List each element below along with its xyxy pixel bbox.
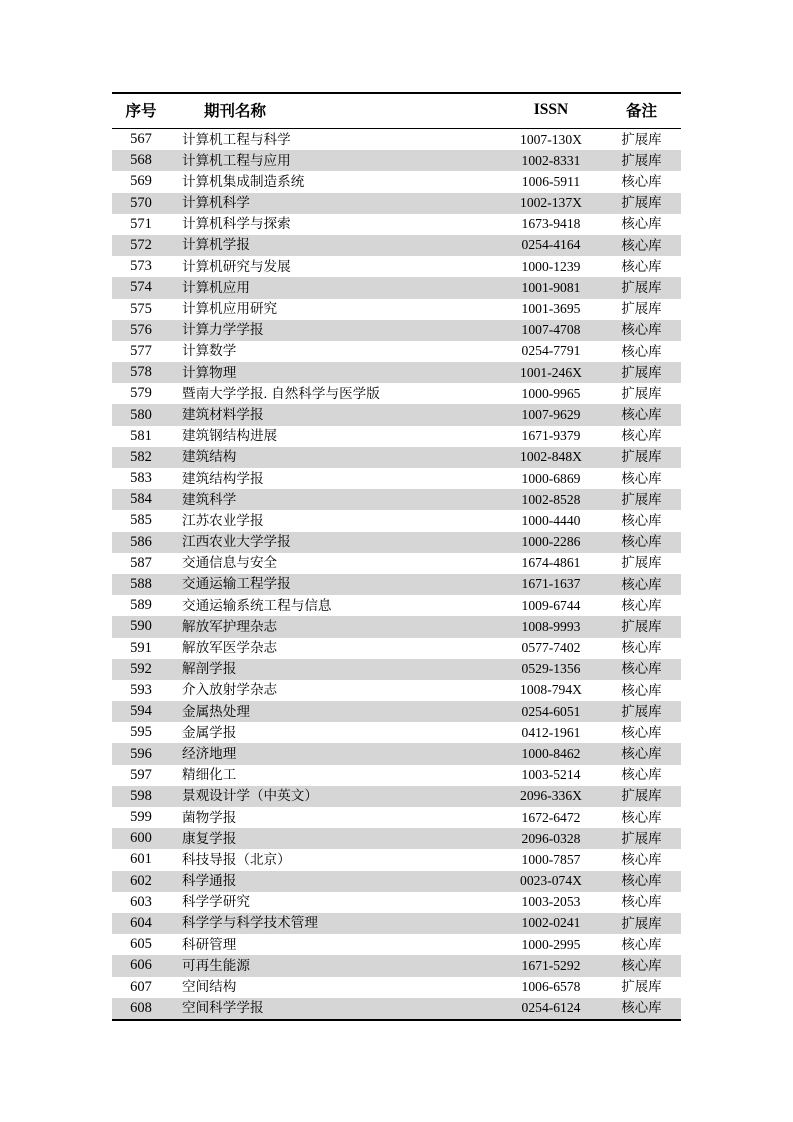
cell-name: 建筑材料学报 [170, 404, 500, 425]
cell-name: 计算数学 [170, 341, 500, 362]
cell-seq: 587 [112, 553, 170, 574]
cell-issn: 1000-9965 [500, 383, 602, 404]
cell-issn: 1673-9418 [500, 214, 602, 235]
cell-seq: 567 [112, 129, 170, 151]
cell-issn: 1000-7857 [500, 849, 602, 870]
cell-note: 扩展库 [602, 277, 681, 298]
cell-issn: 1001-3695 [500, 299, 602, 320]
cell-note: 扩展库 [602, 913, 681, 934]
cell-seq: 583 [112, 468, 170, 489]
cell-name: 计算机科学 [170, 193, 500, 214]
cell-note: 扩展库 [602, 701, 681, 722]
cell-issn: 1671-1637 [500, 574, 602, 595]
table-row [112, 193, 681, 214]
table-header-row [112, 93, 681, 129]
cell-name: 计算机集成制造系统 [170, 171, 500, 192]
cell-name: 解剖学报 [170, 659, 500, 680]
cell-seq: 593 [112, 680, 170, 701]
table-row [112, 404, 681, 425]
cell-name: 经济地理 [170, 743, 500, 764]
table-row [112, 998, 681, 1020]
table-row [112, 362, 681, 383]
cell-issn: 0254-6051 [500, 701, 602, 722]
cell-name: 空间科学学报 [170, 998, 500, 1020]
cell-issn: 1002-8331 [500, 150, 602, 171]
table-row [112, 680, 681, 701]
cell-seq: 591 [112, 638, 170, 659]
table-row [112, 659, 681, 680]
cell-name: 科学学与科学技术管理 [170, 913, 500, 934]
cell-note: 核心库 [602, 659, 681, 680]
cell-note: 扩展库 [602, 553, 681, 574]
table-row [112, 616, 681, 637]
cell-note: 核心库 [602, 765, 681, 786]
cell-note: 扩展库 [602, 362, 681, 383]
cell-issn: 1671-9379 [500, 426, 602, 447]
cell-issn: 1008-9993 [500, 616, 602, 637]
cell-issn: 1008-794X [500, 680, 602, 701]
cell-seq: 603 [112, 892, 170, 913]
cell-note: 扩展库 [602, 299, 681, 320]
cell-note: 扩展库 [602, 977, 681, 998]
cell-note: 核心库 [602, 426, 681, 447]
table-body [112, 129, 681, 1020]
table-row [112, 489, 681, 510]
cell-note: 核心库 [602, 998, 681, 1020]
cell-issn: 1007-130X [500, 129, 602, 151]
cell-seq: 589 [112, 595, 170, 616]
cell-name: 计算机应用 [170, 277, 500, 298]
cell-name: 交通运输系统工程与信息 [170, 595, 500, 616]
table-row [112, 765, 681, 786]
cell-seq: 598 [112, 786, 170, 807]
cell-seq: 590 [112, 616, 170, 637]
cell-note: 扩展库 [602, 489, 681, 510]
cell-issn: 0529-1356 [500, 659, 602, 680]
cell-note: 核心库 [602, 807, 681, 828]
cell-note: 扩展库 [602, 193, 681, 214]
cell-seq: 584 [112, 489, 170, 510]
table-row [112, 341, 681, 362]
cell-issn: 1000-2995 [500, 934, 602, 955]
table-row [112, 701, 681, 722]
cell-note: 核心库 [602, 214, 681, 235]
table-row [112, 277, 681, 298]
cell-issn: 1674-4861 [500, 553, 602, 574]
cell-name: 计算机学报 [170, 235, 500, 256]
cell-seq: 575 [112, 299, 170, 320]
cell-issn: 0023-074X [500, 871, 602, 892]
cell-note: 扩展库 [602, 616, 681, 637]
cell-seq: 585 [112, 510, 170, 531]
cell-seq: 595 [112, 722, 170, 743]
table-row [112, 235, 681, 256]
cell-note: 扩展库 [602, 150, 681, 171]
cell-name: 菌物学报 [170, 807, 500, 828]
cell-name: 介入放射学杂志 [170, 680, 500, 701]
cell-name: 计算机工程与科学 [170, 129, 500, 151]
cell-note: 扩展库 [602, 129, 681, 151]
cell-note: 核心库 [602, 871, 681, 892]
cell-name: 科学学研究 [170, 892, 500, 913]
cell-name: 计算机科学与探索 [170, 214, 500, 235]
cell-note: 核心库 [602, 743, 681, 764]
cell-seq: 574 [112, 277, 170, 298]
cell-name: 建筑科学 [170, 489, 500, 510]
column-header-note: 备注 [602, 93, 681, 129]
cell-seq: 592 [112, 659, 170, 680]
cell-note: 核心库 [602, 934, 681, 955]
cell-name: 康复学报 [170, 828, 500, 849]
cell-name: 江西农业大学学报 [170, 532, 500, 553]
table-row [112, 214, 681, 235]
table-row [112, 786, 681, 807]
table-row [112, 849, 681, 870]
cell-issn: 1009-6744 [500, 595, 602, 616]
cell-name: 计算机研究与发展 [170, 256, 500, 277]
table-row [112, 574, 681, 595]
cell-issn: 1007-4708 [500, 320, 602, 341]
table-row [112, 299, 681, 320]
cell-seq: 588 [112, 574, 170, 595]
cell-name: 建筑结构 [170, 447, 500, 468]
table-row [112, 871, 681, 892]
table-row [112, 638, 681, 659]
table-row [112, 426, 681, 447]
cell-seq: 600 [112, 828, 170, 849]
cell-note: 核心库 [602, 595, 681, 616]
table-row [112, 977, 681, 998]
cell-name: 江苏农业学报 [170, 510, 500, 531]
table-row [112, 150, 681, 171]
table-row [112, 553, 681, 574]
table-row [112, 743, 681, 764]
table-row [112, 468, 681, 489]
cell-note: 核心库 [602, 235, 681, 256]
cell-seq: 573 [112, 256, 170, 277]
cell-issn: 1000-6869 [500, 468, 602, 489]
cell-note: 核心库 [602, 574, 681, 595]
cell-seq: 605 [112, 934, 170, 955]
cell-seq: 570 [112, 193, 170, 214]
cell-name: 景观设计学（中英文） [170, 786, 500, 807]
cell-issn: 2096-336X [500, 786, 602, 807]
cell-note: 扩展库 [602, 447, 681, 468]
cell-seq: 581 [112, 426, 170, 447]
cell-issn: 2096-0328 [500, 828, 602, 849]
cell-name: 科研管理 [170, 934, 500, 955]
cell-issn: 1002-137X [500, 193, 602, 214]
cell-note: 核心库 [602, 638, 681, 659]
cell-note: 核心库 [602, 532, 681, 553]
table-row [112, 447, 681, 468]
cell-issn: 1002-848X [500, 447, 602, 468]
cell-issn: 1002-0241 [500, 913, 602, 934]
cell-seq: 578 [112, 362, 170, 383]
table-row [112, 892, 681, 913]
cell-note: 核心库 [602, 404, 681, 425]
cell-seq: 594 [112, 701, 170, 722]
table-row [112, 913, 681, 934]
cell-seq: 569 [112, 171, 170, 192]
journal-list-table [112, 92, 681, 1021]
cell-name: 建筑结构学报 [170, 468, 500, 489]
cell-seq: 602 [112, 871, 170, 892]
cell-issn: 0254-6124 [500, 998, 602, 1020]
cell-issn: 1003-5214 [500, 765, 602, 786]
cell-issn: 1006-5911 [500, 171, 602, 192]
cell-seq: 576 [112, 320, 170, 341]
cell-seq: 568 [112, 150, 170, 171]
cell-seq: 597 [112, 765, 170, 786]
cell-name: 解放军护理杂志 [170, 616, 500, 637]
cell-note: 核心库 [602, 955, 681, 976]
cell-name: 空间结构 [170, 977, 500, 998]
cell-issn: 1006-6578 [500, 977, 602, 998]
table-row [112, 807, 681, 828]
cell-issn: 1001-9081 [500, 277, 602, 298]
cell-name: 建筑钢结构进展 [170, 426, 500, 447]
cell-seq: 607 [112, 977, 170, 998]
table-row [112, 510, 681, 531]
table-row [112, 532, 681, 553]
cell-issn: 0254-4164 [500, 235, 602, 256]
cell-issn: 0412-1961 [500, 722, 602, 743]
cell-seq: 606 [112, 955, 170, 976]
cell-name: 解放军医学杂志 [170, 638, 500, 659]
table-row [112, 256, 681, 277]
cell-note: 扩展库 [602, 786, 681, 807]
table-row [112, 383, 681, 404]
cell-seq: 586 [112, 532, 170, 553]
cell-issn: 1000-1239 [500, 256, 602, 277]
cell-seq: 582 [112, 447, 170, 468]
cell-name: 科学通报 [170, 871, 500, 892]
cell-issn: 1000-2286 [500, 532, 602, 553]
cell-issn: 1003-2053 [500, 892, 602, 913]
cell-name: 计算物理 [170, 362, 500, 383]
cell-name: 暨南大学学报. 自然科学与医学版 [170, 383, 500, 404]
cell-seq: 571 [112, 214, 170, 235]
cell-seq: 608 [112, 998, 170, 1020]
cell-name: 科技导报（北京） [170, 849, 500, 870]
table-row [112, 320, 681, 341]
cell-seq: 580 [112, 404, 170, 425]
column-header-name: 期刊名称 [170, 93, 500, 129]
cell-name: 计算机工程与应用 [170, 150, 500, 171]
table-row [112, 171, 681, 192]
cell-name: 精细化工 [170, 765, 500, 786]
cell-name: 交通信息与安全 [170, 553, 500, 574]
cell-note: 核心库 [602, 341, 681, 362]
table-row [112, 828, 681, 849]
cell-seq: 572 [112, 235, 170, 256]
cell-seq: 599 [112, 807, 170, 828]
column-header-issn: ISSN [500, 93, 602, 129]
table-row [112, 934, 681, 955]
cell-seq: 604 [112, 913, 170, 934]
cell-note: 核心库 [602, 722, 681, 743]
cell-issn: 0254-7791 [500, 341, 602, 362]
cell-note: 扩展库 [602, 828, 681, 849]
cell-issn: 1002-8528 [500, 489, 602, 510]
cell-note: 核心库 [602, 256, 681, 277]
cell-name: 可再生能源 [170, 955, 500, 976]
cell-seq: 601 [112, 849, 170, 870]
table-row [112, 722, 681, 743]
cell-note: 核心库 [602, 510, 681, 531]
table-row [112, 595, 681, 616]
cell-name: 交通运输工程学报 [170, 574, 500, 595]
cell-note: 核心库 [602, 468, 681, 489]
cell-name: 金属热处理 [170, 701, 500, 722]
cell-issn: 1007-9629 [500, 404, 602, 425]
cell-issn: 1001-246X [500, 362, 602, 383]
table-header [112, 93, 681, 129]
cell-note: 核心库 [602, 892, 681, 913]
cell-note: 核心库 [602, 680, 681, 701]
cell-issn: 1000-8462 [500, 743, 602, 764]
cell-seq: 577 [112, 341, 170, 362]
cell-issn: 1000-4440 [500, 510, 602, 531]
cell-note: 核心库 [602, 849, 681, 870]
table-row [112, 955, 681, 976]
cell-note: 扩展库 [602, 383, 681, 404]
cell-issn: 1671-5292 [500, 955, 602, 976]
cell-issn: 1672-6472 [500, 807, 602, 828]
table-row [112, 129, 681, 151]
cell-seq: 596 [112, 743, 170, 764]
cell-note: 核心库 [602, 320, 681, 341]
column-header-seq: 序号 [112, 93, 170, 129]
cell-issn: 0577-7402 [500, 638, 602, 659]
cell-name: 金属学报 [170, 722, 500, 743]
cell-name: 计算力学学报 [170, 320, 500, 341]
cell-name: 计算机应用研究 [170, 299, 500, 320]
cell-note: 核心库 [602, 171, 681, 192]
cell-seq: 579 [112, 383, 170, 404]
